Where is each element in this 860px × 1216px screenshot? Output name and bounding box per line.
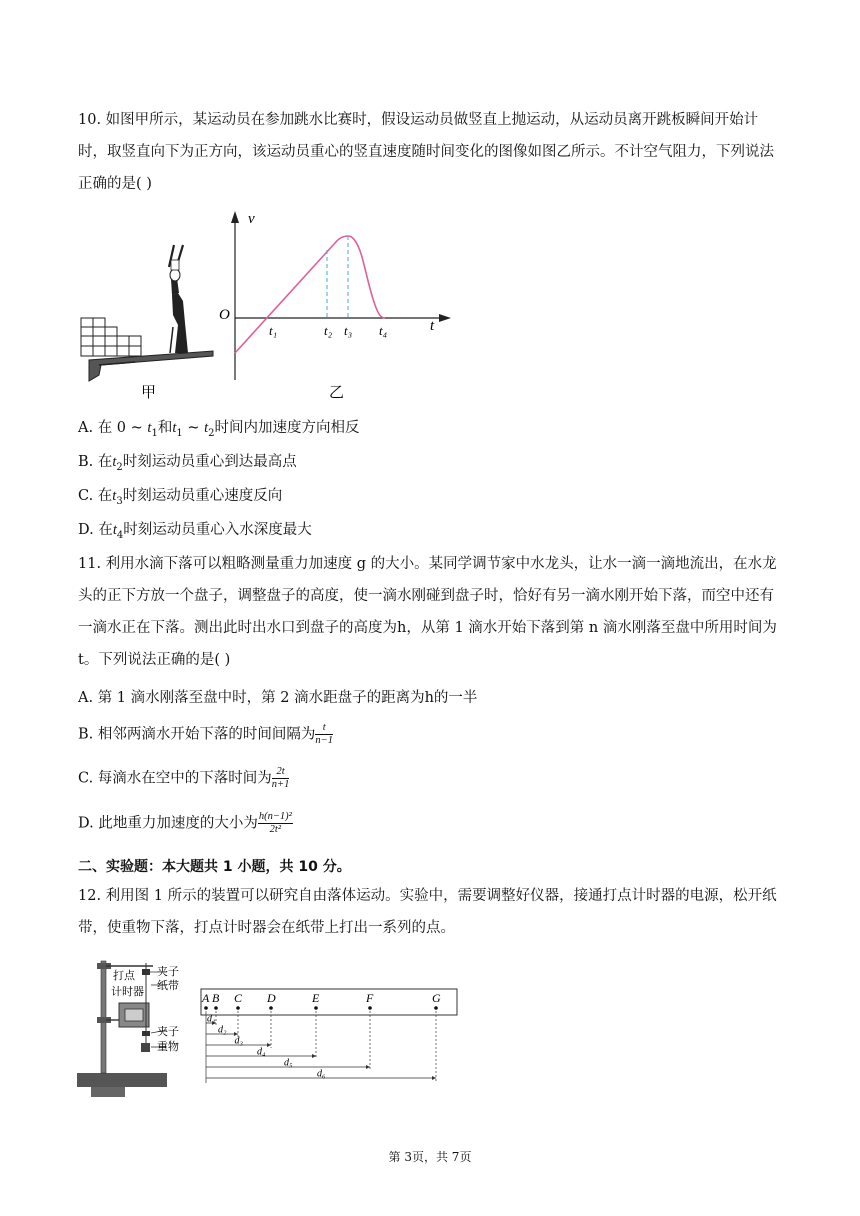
distance-label: d₆ — [317, 1068, 326, 1080]
q10-option-c[interactable]: C. 在$t_3$时刻运动员重心速度反向 — [78, 488, 283, 507]
distance-arrowhead — [267, 1043, 271, 1047]
tape-point-dot — [269, 1006, 273, 1010]
tape-point-dot — [236, 1006, 240, 1010]
label-weight: 重物 — [157, 1041, 179, 1053]
tape-point-dot — [368, 1006, 372, 1010]
tape-point-dot — [204, 1006, 208, 1010]
q11-option-b[interactable]: B. 相邻两滴水开始下落的时间间隔为 $\frac{t}{n-1}$ — [78, 722, 333, 746]
q10-figure — [75, 205, 475, 405]
tape-point-dot — [214, 1006, 218, 1010]
distance-arrowhead — [432, 1076, 436, 1080]
q11-option-a[interactable]: A. 第 1 滴水刚落至盘中时，第 2 滴水距盘子的距离为h的一半 — [78, 690, 478, 706]
tape-marks — [201, 991, 441, 1083]
label-tape: 纸带 — [157, 980, 179, 992]
tape-point-label: D — [267, 991, 276, 1005]
distance-label: d₁ — [207, 1013, 216, 1025]
t4-label: t₄ — [379, 323, 388, 338]
t2-label: t₂ — [324, 323, 333, 338]
axis-label-t: t — [430, 318, 435, 334]
fraction: $\frac{2t}{n+1}$ — [271, 766, 290, 790]
tape-point-label: E — [312, 991, 320, 1005]
q11-option-c[interactable]: C. 每滴水在空中的下落时间为 $\frac{2t}{n+1}$ — [78, 766, 290, 790]
label-timer-2: 计时器 — [111, 986, 144, 998]
page-footer: 第 3页，共 7页 — [388, 1150, 472, 1164]
fraction: $\frac{t}{n-1}$ — [315, 722, 333, 746]
t1-label: t₁ — [269, 323, 278, 338]
axis-label-v: v — [248, 211, 255, 227]
tape-point-dot — [314, 1006, 318, 1010]
q12-stem: 12. 利用图 1 所示的装置可以研究自由落体运动。实验中，需要调整好仪器，接通打点计时器的电源，松开纸带，使重物下落，打点计时器会在纸带上打出一系列的点。 — [78, 888, 777, 936]
fraction: $\frac{\text{h(n−1)²}}{\text{2t²}}$ — [258, 811, 292, 835]
q10-option-d[interactable]: D. 在$t_4$时刻运动员重心入水深度最大 — [78, 522, 312, 541]
distance-arrowhead — [312, 1054, 316, 1058]
origin-label: O — [219, 307, 230, 323]
label-timer: 打点 — [113, 970, 135, 982]
label-clip-2: 夹子 — [157, 1026, 179, 1038]
q10-option-a[interactable]: A. 在 0 ~ $t_1$和$t_1$ ~ $t_2$时间内加速度方向相反 — [78, 420, 360, 439]
distance-label: d₂ — [218, 1024, 227, 1036]
distance-label: d₃ — [234, 1035, 243, 1047]
label-jia: 甲 — [141, 385, 157, 401]
distance-label: d₄ — [257, 1046, 266, 1058]
tape-point-label: G — [432, 991, 441, 1005]
tape-point-label: B — [212, 991, 220, 1005]
q10-stem: 10. 如图甲所示，某运动员在参加跳水比赛时，假设运动员做竖直上抛运动，从运动员离开跳板瞬间开始计时，取竖直向下为正方向，该运动员重心的竖直速度随时间变化的图像如图乙所示。不计空气阻力，下列说法正确的是( ) — [78, 112, 774, 192]
q10-option-b[interactable]: B. 在$t_2$时刻运动员重心到达最高点 — [78, 454, 297, 473]
distance-label: d₅ — [284, 1057, 293, 1069]
q11-option-d[interactable]: D. 此地重力加速度的大小为 $\frac{\text{h(n−1)²}}{\text{2t²}}$ — [78, 811, 292, 835]
tape-point-label: A — [202, 991, 210, 1005]
tape-point-dot — [434, 1006, 438, 1010]
velocity-curve — [235, 236, 385, 353]
label-clip-1: 夹子 — [157, 966, 179, 978]
tape-point-label: F — [366, 991, 374, 1005]
tape-point-label: C — [234, 991, 243, 1005]
distance-arrowhead — [366, 1065, 370, 1069]
section-heading: 二、实验题：本大题共 1 小题，共 10 分。 — [78, 859, 351, 875]
vt-graph — [219, 211, 451, 380]
diver-illustration — [81, 245, 213, 381]
q11-stem: 11. 利用水滴下落可以粗略测量重力加速度 g 的大小。某同学调节家中水龙头，让水一滴一滴地流出，在水龙头的正下方放一个盘子，调整盘子的高度，使一滴水刚碰到盘子时，恰好有另一滴水刚开始下落，而空中还有一滴水正在下落。测出此时出水口到盘子的高度为h，从第 1 滴水开始下落到第 n 滴水刚落至盘中所用时间为 t。下列说法正确的是( ) — [78, 556, 777, 668]
q12-figure — [75, 955, 465, 1100]
label-yi: 乙 — [329, 385, 345, 401]
t3-label: t₃ — [344, 323, 353, 338]
